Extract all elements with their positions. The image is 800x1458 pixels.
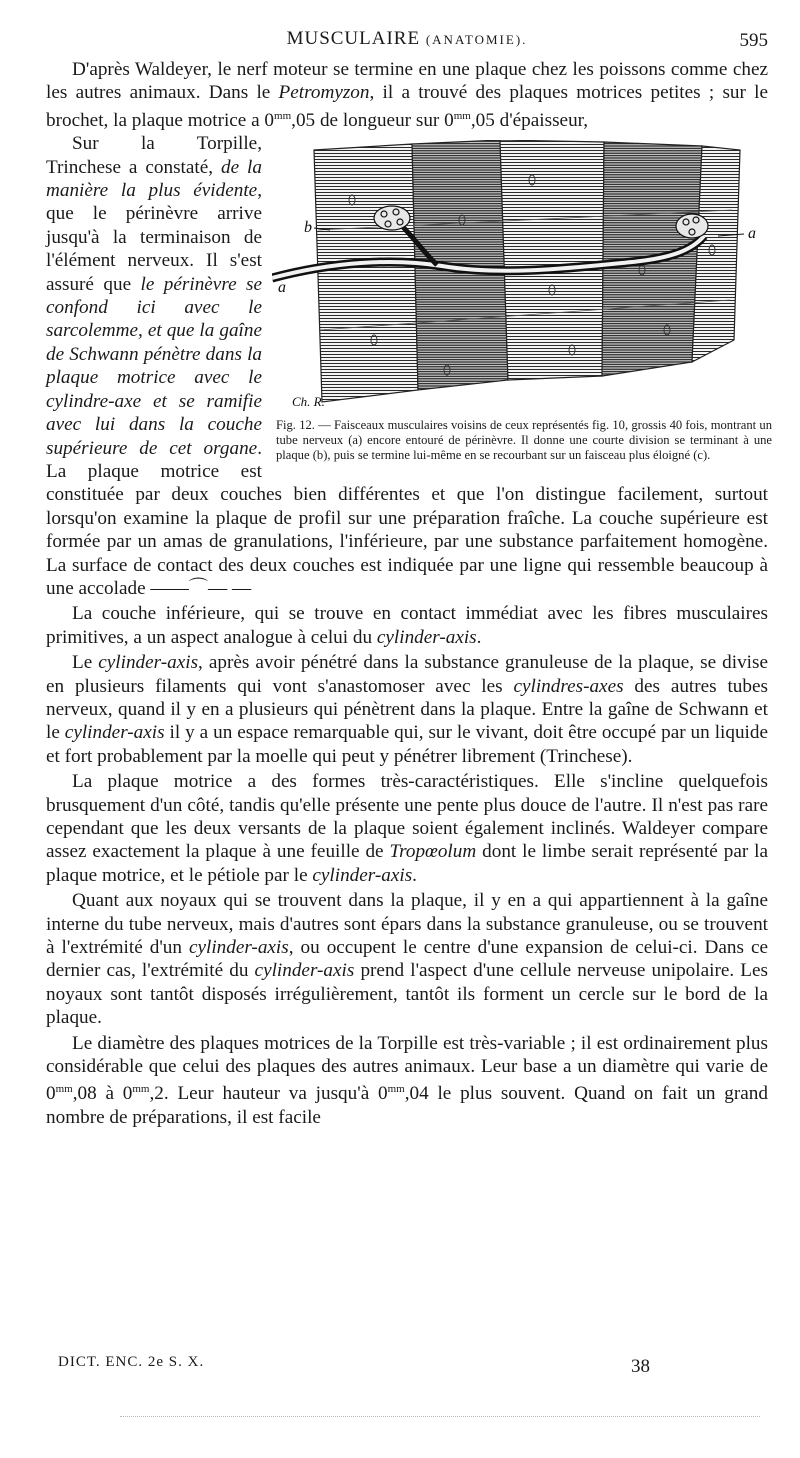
text-run: il y a un espace remarquable qui, sur le vivant, doit être occupé par un liquide et fort probablement par la moelle qui peut y pénétrer librement (Trinchese).	[46, 722, 768, 767]
label-b: b	[304, 219, 312, 237]
bottom-rule	[120, 1416, 760, 1417]
figure-caption: Fig. 12. — Faisceaux musculaires voisins de ceux représentés fig. 10, grossis 40 fois, montrant un tube nerveux (a) encore entouré de périnèvre. Il donne une courte division se terminant à une plaque (b), puis se termine lui-même en se recourbant sur un faisceau plus éloigné (c).	[276, 418, 772, 463]
text-run: ,05 de longueur sur 0	[291, 109, 454, 131]
text-run: , ou occupent le centre d'une expansion de celui-ci. Dans ce dernier cas, l'extrémité du	[46, 937, 768, 982]
italic-phrase: de la manière la plus évidente	[46, 156, 262, 202]
unit-superscript: mm	[387, 1083, 405, 1096]
unit-superscript: mm	[132, 1083, 150, 1096]
text-run: , que le périnèvre arrive jusqu'à la terminaison de l'élément nerveux. Il s'est assuré que	[46, 180, 262, 295]
text-run: des autres tubes nerveux, quand il y en a plusieurs qui pénètrent dans la plaque. Entre la gaîne de Schwann et le	[46, 675, 768, 744]
italic-term: cylinder-axis	[98, 652, 199, 674]
italic-term: Tropœolum	[389, 841, 477, 863]
unit-superscript: mm	[55, 1083, 73, 1096]
paragraph-couche-inferieure	[46, 602, 768, 649]
text-run: .	[412, 864, 417, 886]
italic-term: cylindres-axes	[513, 675, 624, 697]
paragraph-noyaux	[46, 889, 768, 1029]
printer-signature: DICT. ENC. 2e S. X.	[58, 1354, 205, 1370]
italic-term: cylinder-axis	[376, 626, 477, 648]
text-run: . La plaque motrice est constituée par deux couches bien différentes et que l'on distingue facilement, surtout lorsqu'on examine la plaque de profil sur une préparation fraîche. La couche supérieure est formée par un amas de granulations, l'inférieure, par une substance parfaitement homogène. La surface de contact des deux couches est indiquée par une ligne qui ressemble beaucoup à une accolade ——⌒— —	[46, 437, 768, 599]
text-run: La plaque motrice a des formes très-caractéristiques. Elle s'incline quelquefois brusquement d'un côté, tandis qu'elle présente une pente plus douce de l'autre. Il n'est pas rare cependant que les deux versants de la plaque soient également inclinés. Waldeyer compare assez exactement la plaque à une feuille de	[46, 771, 768, 863]
text-run: dont le limbe serait représenté par la plaque motrice, et le pétiole par le	[46, 841, 768, 886]
italic-term: cylinder-axis	[254, 960, 355, 982]
page-footer	[58, 1354, 746, 1384]
unit-superscript: mm	[453, 109, 471, 122]
text-run: Le diamètre des plaques motrices de la Torpille est très-variable ; il est ordinairement plus considérable que celui des plaques des autres animaux. Leur base a un diamètre qui varie de 0	[46, 1032, 768, 1105]
text-run: La couche inférieure, qui se trouve en contact immédiat avec les fibres musculaires primitives, a un aspect analogue à celui du	[46, 603, 768, 648]
running-head	[46, 28, 768, 50]
text-run: Sur la Torpille, Trinchese a constaté,	[46, 133, 262, 178]
italic-phrase: le périnèvre se confond ici avec le sarcolemme, et que la gaîne de Schwann pénètre dans la plaque motrice avec le cylindre-axe et se ramifie avec lui dans la couche supérieure de cet organe	[46, 273, 263, 459]
engraver-signature: Ch. R.	[292, 394, 325, 410]
page-number: 595	[739, 30, 768, 51]
paragraph-waldeyer	[46, 58, 768, 132]
text-run: prend l'aspect d'une cellule nerveuse unipolaire. Les noyaux sont tantôt disposés irrégulièrement, tantôt ils forment un cercle sur le bord de la plaque.	[46, 960, 768, 1029]
text-run: ,04 le plus souvent. Quand on fait un grand nombre de préparations, il est facile	[46, 1083, 768, 1128]
italic-term: cylinder-axis	[64, 722, 165, 744]
label-a-left: a	[278, 279, 286, 297]
text-run: Quant aux noyaux qui se trouvent dans la plaque, il y en a qui appartiennent à la gaîne interne du tube nerveux, mais d'autres sont épars dans la substance granuleuse, ou se trouvent à l'extrémité d'un	[46, 890, 768, 959]
italic-term: cylinder-axis	[188, 937, 289, 959]
italic-term: cylinder-axis	[312, 864, 413, 886]
paragraph-cylinder-axis	[46, 651, 768, 768]
italic-term: Petromyzon	[278, 82, 370, 104]
running-head-subtitle: (ANATOMIE).	[425, 32, 528, 47]
paragraph-diametre	[46, 1032, 768, 1130]
sheet-number: 38	[631, 1356, 650, 1377]
label-a-right: a	[748, 225, 756, 243]
text-run: Le	[72, 652, 99, 674]
page-header	[46, 28, 768, 58]
text-run: ,08 à 0	[72, 1083, 133, 1105]
text-run: ,2. Leur hauteur va jusqu'à 0	[149, 1083, 388, 1105]
unit-superscript: mm	[274, 109, 292, 122]
text-run: , après avoir pénétré dans la substance granuleuse de la plaque, se divise en plusieurs filaments qui vont s'anastomoser avec les	[46, 652, 768, 697]
running-head-title: MUSCULAIRE	[286, 28, 421, 49]
text-run: .	[476, 626, 482, 648]
document-page	[46, 28, 772, 1129]
muscle-fibers-engraving	[272, 140, 764, 410]
text-run: , il a trouvé des plaques motrices petites ; sur le brochet, la plaque motrice a 0	[46, 82, 768, 131]
text-run: D'après Waldeyer, le nerf moteur se termine en une plaque chez les poissons comme chez les autres animaux. Dans le	[46, 59, 768, 104]
text-run: ,05 d'épaisseur,	[470, 109, 589, 131]
paragraph-formes	[46, 770, 768, 887]
figure-12	[272, 140, 772, 463]
